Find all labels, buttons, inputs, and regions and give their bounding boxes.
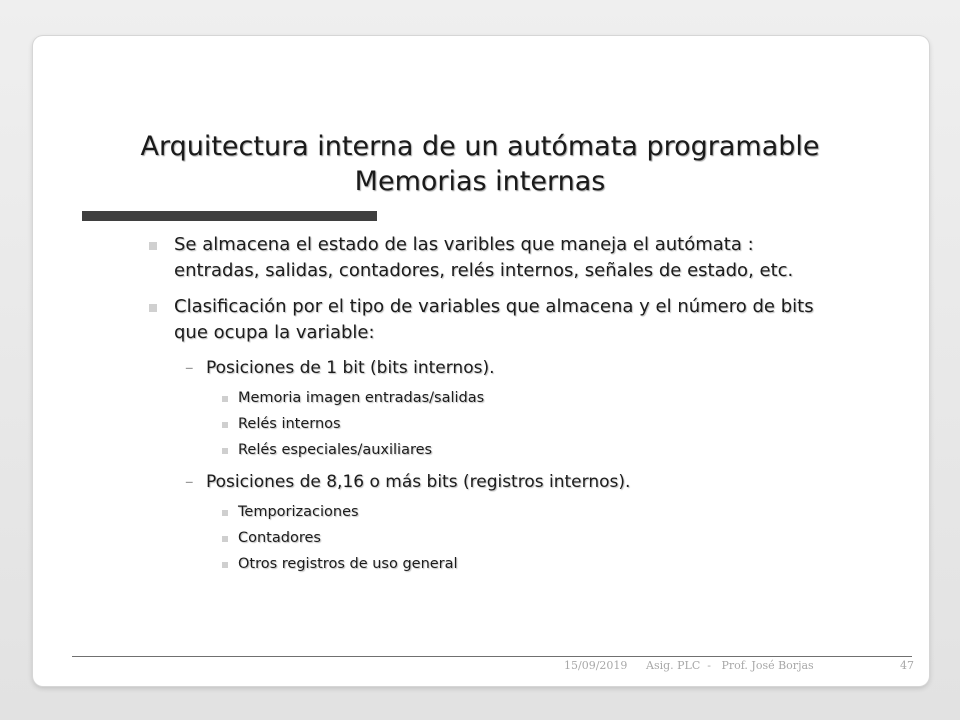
footer-divider (72, 656, 912, 657)
nested-bullet-item (238, 440, 960, 460)
nested-bullet-text: Memoria imagen entradas/salidas (238, 390, 485, 406)
square-bullet-icon (149, 242, 157, 250)
nested-bullet-item (238, 388, 960, 408)
title-line-2: Memorias internas (354, 166, 606, 197)
footer-date: 15/09/2019 (564, 659, 628, 672)
square-bullet-icon (222, 422, 228, 428)
bullet-text: Se almacena el estado de las varibles que maneja el autómata : entradas, salidas, contadores, relés internos, señales de estado, etc. (174, 234, 794, 281)
nested-bullet-text: Relés internos (238, 416, 341, 432)
nested-bullet-text: Contadores (238, 530, 321, 546)
square-bullet-icon (222, 536, 228, 542)
bullet-item (174, 232, 824, 284)
dash-bullet-icon: – (185, 472, 194, 492)
sub-bullet-text: Posiciones de 8,16 o más bits (registros internos). (206, 472, 631, 492)
footer-course: Asig. PLC - Prof. José Borjas (646, 659, 814, 672)
square-bullet-icon (222, 396, 228, 402)
bullet-text: Clasificación por el tipo de variables que almacena y el número de bits que ocupa la variable: (174, 296, 814, 343)
nested-bullet-text: Temporizaciones (238, 504, 359, 520)
sub-bullet-item (185, 356, 960, 380)
bullet-item (174, 294, 824, 346)
nested-bullet-item (238, 502, 960, 522)
nested-bullet-item (238, 528, 960, 548)
square-bullet-icon (222, 510, 228, 516)
slide-title (0, 129, 960, 199)
square-bullet-icon (149, 304, 157, 312)
square-bullet-icon (222, 448, 228, 454)
title-line-1: Arquitectura interna de un autómata programable (140, 131, 820, 162)
slide-content (0, 232, 960, 580)
dash-bullet-icon: – (185, 358, 194, 378)
footer-page-number: 47 (900, 659, 914, 672)
nested-bullet-item (238, 554, 960, 574)
nested-bullet-text: Otros registros de uso general (238, 556, 458, 572)
square-bullet-icon (222, 562, 228, 568)
title-underline-bar (82, 211, 377, 221)
sub-bullet-text: Posiciones de 1 bit (bits internos). (206, 358, 495, 378)
nested-bullet-text: Relés especiales/auxiliares (238, 442, 433, 458)
nested-bullet-item (238, 414, 960, 434)
sub-bullet-item (185, 470, 960, 494)
